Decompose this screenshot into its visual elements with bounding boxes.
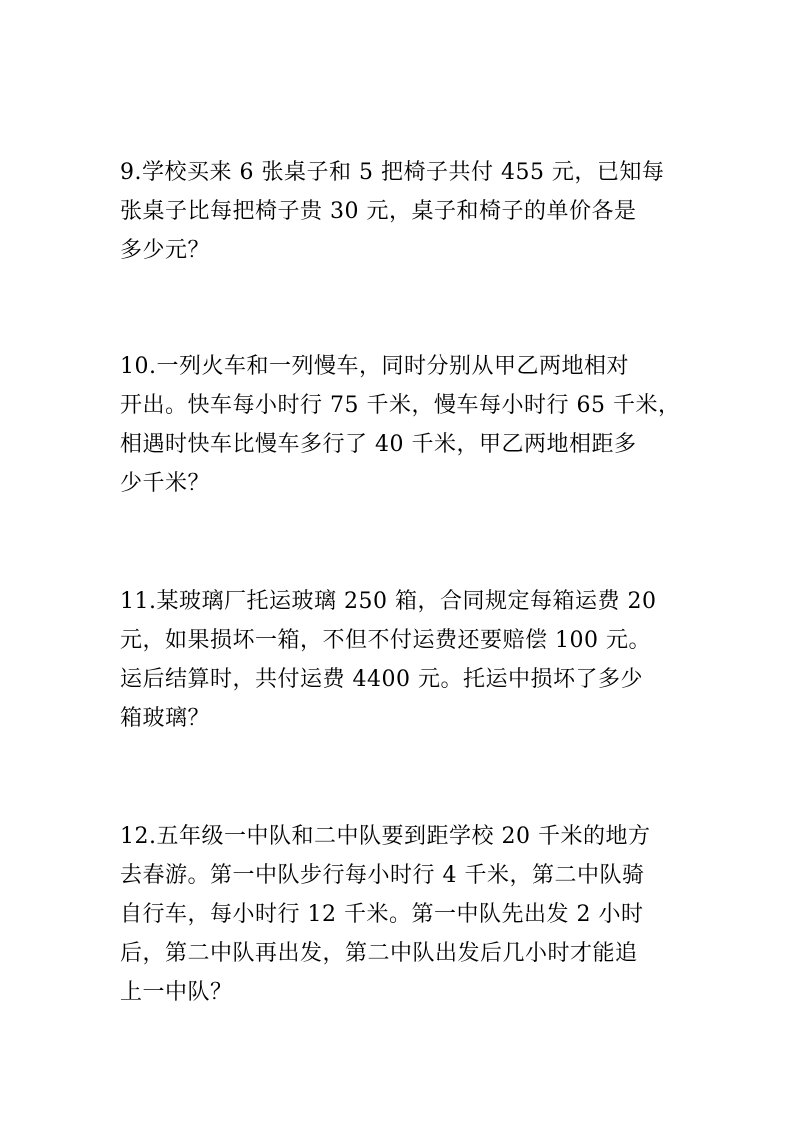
problem-12-line-1: 12.五年级一中队和二中队要到距学校 20 千米的地方 — [120, 824, 651, 849]
problem-9-line-2: 张桌子比每把椅子贵 30 元，桌子和椅子的单价各是 — [120, 199, 637, 224]
problem-10-line-2: 开出。快车每小时行 75 千米，慢车每小时行 65 千米， — [120, 393, 681, 418]
problem-10-line-1: 10.一列火车和一列慢车，同时分别从甲乙两地相对 — [120, 354, 629, 379]
problem-11-line-1: 11.某玻璃厂托运玻璃 250 箱，合同规定每箱运费 20 — [120, 589, 657, 614]
problem-10-line-3: 相遇时快车比慢车多行了 40 千米，甲乙两地相距多 — [120, 432, 637, 457]
problem-12-line-4: 后，第二中队再出发，第二中队出发后几小时才能追 — [120, 941, 638, 966]
problem-11-line-2: 元，如果损坏一箱，不但不付运费还要赔偿 100 元。 — [120, 628, 651, 653]
problem-11 — [120, 582, 678, 738]
problem-12-line-5: 上一中队？ — [120, 980, 233, 1005]
problem-9 — [120, 153, 678, 270]
problem-12 — [120, 817, 678, 1012]
problem-10-line-4: 少千米？ — [120, 471, 211, 496]
problem-12-line-2: 去春游。第一中队步行每小时行 4 千米，第二中队骑 — [120, 863, 645, 888]
problem-9-line-1: 9.学校买来 6 张桌子和 5 把椅子共付 455 元，已知每 — [120, 160, 665, 185]
problem-11-line-4: 箱玻璃？ — [120, 706, 211, 731]
problem-11-line-3: 运后结算时，共付运费 4400 元。托运中损坏了多少 — [120, 667, 643, 692]
problem-10 — [120, 347, 681, 503]
problem-12-line-3: 自行车，每小时行 12 千米。第一中队先出发 2 小时 — [120, 902, 644, 927]
problem-9-line-3: 多少元？ — [120, 238, 211, 263]
